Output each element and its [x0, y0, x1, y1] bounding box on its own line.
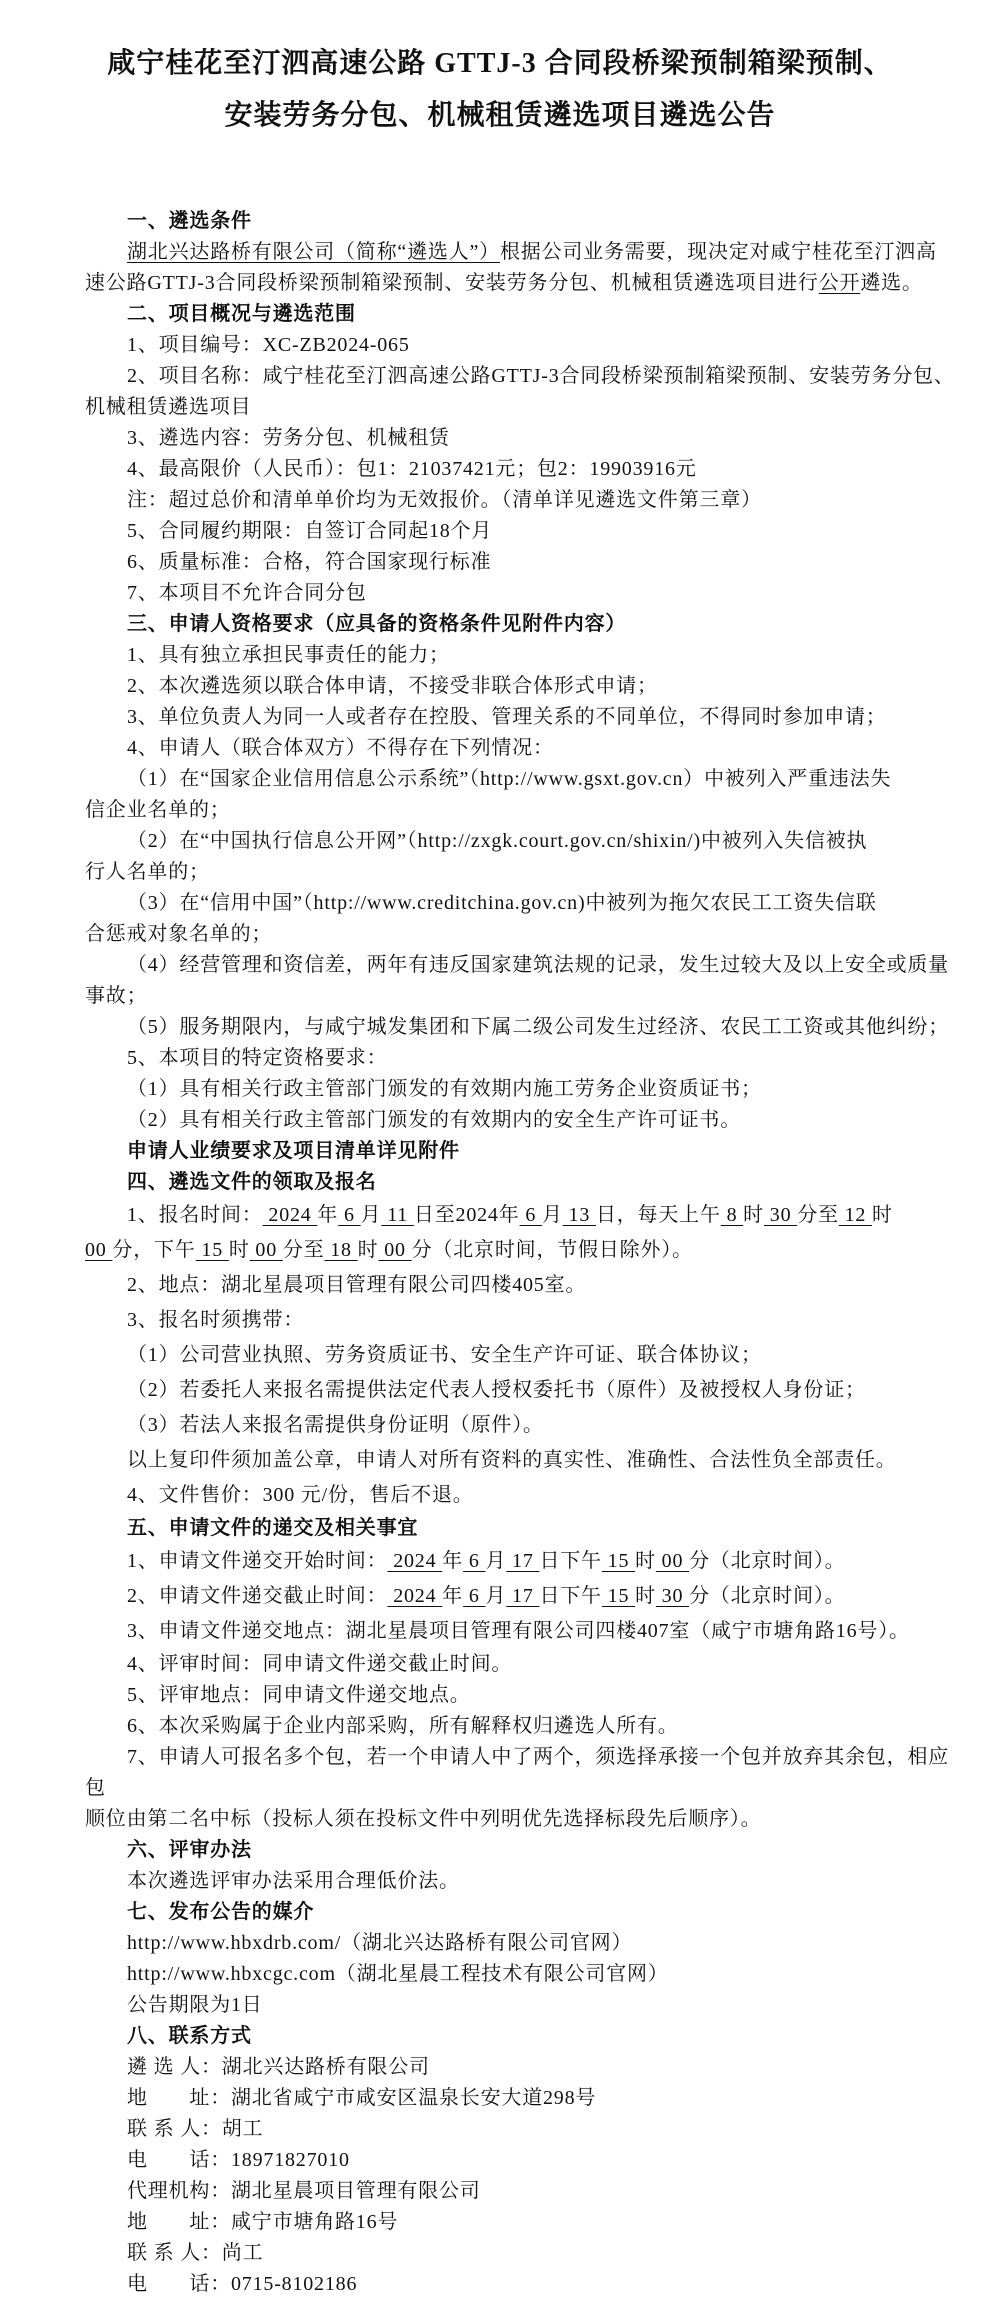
- doc-line: [85, 237, 965, 268]
- underlined-text: 00: [655, 1550, 690, 1572]
- text-run: （2）在“中国执行信息公开网”（http://zxgk.court.gov.cn/shixin/)中被列入失信被执: [127, 830, 868, 852]
- text-run: 4、最高限价（人民币）：包1：21037421元；包2：19903916元: [127, 458, 697, 480]
- doc-line: [85, 1012, 965, 1043]
- doc-line: [85, 1233, 965, 1268]
- text-run: 月: [541, 1204, 563, 1226]
- text-run: 5、本项目的特定资格要求：: [127, 1047, 388, 1069]
- doc-line: [85, 392, 965, 423]
- doc-line: [85, 2269, 965, 2300]
- text-run: 顺位由第二名中标（投标人须在投标文件中列明优先选择标段先后顺序）。: [85, 1808, 762, 1830]
- doc-line: [85, 919, 965, 950]
- text-run: 八、联系方式: [127, 2025, 252, 2047]
- text-run: 日，每天上午: [595, 1204, 721, 1226]
- underlined-text: 17: [506, 1550, 540, 1572]
- underlined-text: 2024: [262, 1204, 318, 1226]
- text-run: 三、申请人资格要求（应具备的资格条件见附件内容）: [127, 613, 627, 635]
- section-heading: [85, 1897, 965, 1928]
- text-run: （2）若委托人来报名需提供法定代表人授权委托书（原件）及被授权人身份证；: [127, 1379, 866, 1401]
- doc-line: [85, 671, 965, 702]
- text-run: 时: [228, 1239, 250, 1261]
- doc-line: [85, 1866, 965, 1897]
- text-run: 5、合同履约期限：自签订合同起18个月: [127, 520, 493, 542]
- doc-line: [85, 826, 965, 857]
- text-run: 地 址：咸宁市塘角路16号: [127, 2211, 399, 2233]
- text-run: 时: [635, 1585, 656, 1607]
- text-run: 七、发布公告的媒介: [127, 1901, 315, 1923]
- doc-line: [85, 485, 965, 516]
- document-body: [85, 206, 965, 2300]
- text-run: 日下午: [539, 1550, 602, 1572]
- text-run: 5、评审地点：同申请文件递交地点。: [127, 1684, 471, 1706]
- underlined-text: 00: [249, 1239, 283, 1261]
- text-run: 日下午: [539, 1585, 602, 1607]
- text-run: 以上复印件须加盖公章，申请人对所有资料的真实性、准确性、合法性负全部责任。: [127, 1449, 897, 1471]
- doc-line: [85, 640, 965, 671]
- text-run: 月: [360, 1204, 382, 1226]
- section-heading: [85, 1513, 965, 1544]
- underlined-text: 11: [381, 1204, 414, 1226]
- doc-line: [85, 1408, 965, 1443]
- text-run: （1）公司营业执照、劳务资质证书、安全生产许可证、联合体协议；: [127, 1344, 762, 1366]
- document-title-line-1: 咸宁桂花至汀泗高速公路 GTTJ-3 合同段桥梁预制箱梁预制、: [107, 48, 893, 79]
- text-run: 地 址：湖北省咸宁市咸安区温泉长安大道298号: [127, 2087, 597, 2109]
- underlined-text: 00: [378, 1239, 412, 1261]
- text-run: （1）具有相关行政主管部门颁发的有效期内施工劳务企业资质证书；: [127, 1078, 762, 1100]
- text-run: 本次遴选评审办法采用合理低价法。: [127, 1870, 460, 1892]
- text-run: 年: [317, 1204, 339, 1226]
- doc-line: [85, 1928, 965, 1959]
- doc-line: [85, 1043, 965, 1074]
- text-run: （3）若法人来报名需提供身份证明（原件）。: [127, 1414, 544, 1436]
- text-run: 代理机构：湖北星晨项目管理有限公司: [127, 2180, 481, 2202]
- doc-line: [85, 1478, 965, 1513]
- doc-line: [85, 361, 965, 392]
- text-run: 速公路GTTJ-3合同段桥梁预制箱梁预制、安装劳务分包、机械租赁遴选项目进行: [85, 272, 819, 294]
- underlined-text: 15: [195, 1239, 229, 1261]
- underlined-text: 15: [601, 1550, 636, 1572]
- underlined-text: 17: [506, 1585, 540, 1607]
- doc-line: [85, 981, 965, 1012]
- doc-line: [85, 1303, 965, 1338]
- doc-line: [85, 1959, 965, 1990]
- doc-line: [85, 1105, 965, 1136]
- text-run: 遴选。: [860, 272, 923, 294]
- underlined-text: 18: [324, 1239, 358, 1261]
- underlined-text: 6: [519, 1204, 542, 1226]
- text-run: 1、申请文件递交开始时间：: [127, 1550, 388, 1572]
- underlined-text: 15: [601, 1585, 636, 1607]
- text-run: 2、申请文件递交截止时间：: [127, 1585, 388, 1607]
- section-heading: [85, 206, 965, 237]
- section-heading: [85, 609, 965, 640]
- doc-line: [85, 702, 965, 733]
- doc-line: [85, 1443, 965, 1478]
- text-run: （1）在“国家企业信用信息公示系统”（http://www.gsxt.gov.cn）中被列入严重违法失: [127, 768, 892, 790]
- doc-line: [85, 1198, 965, 1233]
- doc-line: [85, 1338, 965, 1373]
- text-run: 3、遴选内容：劳务分包、机械租赁: [127, 427, 450, 449]
- text-run: 分（北京时间）。: [689, 1550, 846, 1572]
- underlined-text: 00: [85, 1239, 113, 1261]
- text-run: 分至: [797, 1204, 839, 1226]
- text-run: 2、项目名称：咸宁桂花至汀泗高速公路GTTJ-3合同段桥梁预制箱梁预制、安装劳务分包、: [127, 365, 955, 387]
- section-heading: [85, 299, 965, 330]
- text-run: 公告期限为1日: [127, 1994, 263, 2016]
- document-title: [55, 0, 945, 142]
- underlined-text: 公开: [818, 272, 861, 294]
- text-run: 时: [743, 1204, 764, 1226]
- text-run: 1、具有独立承担民事责任的能力；: [127, 644, 450, 666]
- text-run: 3、单位负责人为同一人或者存在控股、管理关系的不同单位，不得同时参加申请；: [127, 706, 887, 728]
- doc-line: [85, 1373, 965, 1408]
- underlined-text: 6: [463, 1585, 486, 1607]
- text-run: 联 系 人：胡工: [127, 2118, 264, 2140]
- text-run: 申请人业绩要求及项目清单详见附件: [127, 1140, 460, 1162]
- text-run: 6、质量标准：合格，符合国家现行标准: [127, 551, 492, 573]
- text-run: 月: [485, 1550, 507, 1572]
- underlined-text: 湖北兴达路桥有限公司（简称“遴选人”）: [127, 241, 500, 263]
- doc-line: [85, 2176, 965, 2207]
- text-run: 时: [635, 1550, 656, 1572]
- bold-note: [85, 1136, 965, 1167]
- doc-line: [85, 516, 965, 547]
- doc-line: [85, 330, 965, 361]
- doc-line: [85, 1711, 965, 1742]
- text-run: （5）服务期限内，与咸宁城发集团和下属二级公司发生过经济、农民工工资或其他纠纷；: [127, 1016, 949, 1038]
- text-run: 根据公司业务需要，现决定对咸宁桂花至汀泗高: [499, 241, 937, 263]
- doc-line: [85, 888, 965, 919]
- text-run: 电 话：0715-8102186: [127, 2273, 358, 2295]
- text-run: 二、项目概况与遴选范围: [127, 303, 356, 325]
- text-run: 2、地点：湖北星晨项目管理有限公司四楼405室。: [127, 1274, 587, 1296]
- text-run: 1、项目编号：XC-ZB2024-065: [127, 334, 410, 356]
- text-run: 行人名单的；: [85, 861, 210, 883]
- text-run: 3、报名时须携带：: [127, 1309, 305, 1331]
- doc-line: [85, 2052, 965, 2083]
- text-run: 2、本次遴选须以联合体申请，不接受非联合体形式申请；: [127, 675, 658, 697]
- text-run: 事故；: [85, 985, 148, 1007]
- text-run: 分（北京时间，节假日除外）。: [411, 1239, 693, 1261]
- text-run: 4、申请人（联合体双方）不得存在下列情况：: [127, 737, 554, 759]
- text-run: 六、评审办法: [127, 1839, 252, 1861]
- underlined-text: 30: [763, 1204, 798, 1226]
- doc-line: [85, 1804, 965, 1835]
- text-run: 1、报名时间：: [127, 1204, 263, 1226]
- text-run: 五、申请文件的递交及相关事宜: [127, 1517, 419, 1539]
- text-run: （2）具有相关行政主管部门颁发的有效期内的安全生产许可证书。: [127, 1109, 741, 1131]
- text-run: 年: [442, 1550, 464, 1572]
- doc-line: [85, 2238, 965, 2269]
- text-run: 时: [872, 1204, 893, 1226]
- text-run: 电 话：18971827010: [127, 2149, 350, 2171]
- doc-line: [85, 578, 965, 609]
- text-run: 四、遴选文件的领取及报名: [127, 1171, 377, 1193]
- text-run: http://www.hbxcgc.com（湖北星晨工程技术有限公司官网）: [127, 1963, 669, 1985]
- doc-line: [85, 1268, 965, 1303]
- doc-line: [85, 1990, 965, 2021]
- doc-line: [85, 1544, 965, 1579]
- doc-line: [85, 268, 965, 299]
- underlined-text: 6: [463, 1550, 486, 1572]
- doc-line: [85, 950, 965, 981]
- document-title-line-2: 安装劳务分包、机械租赁遴选项目遴选公告: [224, 100, 776, 131]
- text-run: 分，下午: [112, 1239, 196, 1261]
- doc-line: [85, 454, 965, 485]
- text-run: 信企业名单的；: [85, 799, 231, 821]
- underlined-text: 8: [720, 1204, 744, 1226]
- doc-line: [85, 2114, 965, 2145]
- text-run: 年: [442, 1585, 464, 1607]
- underlined-text: 6: [338, 1204, 361, 1226]
- doc-line: [85, 1680, 965, 1711]
- text-run: 遴 选 人：湖北兴达路桥有限公司: [127, 2056, 430, 2078]
- text-run: 4、评审时间：同申请文件递交截止时间。: [127, 1653, 513, 1675]
- text-run: 合惩戒对象名单的；: [85, 923, 273, 945]
- text-run: 时: [357, 1239, 379, 1261]
- text-run: 机械租赁遴选项目: [85, 396, 252, 418]
- doc-line: [85, 1074, 965, 1105]
- text-run: 日至2024年: [413, 1204, 520, 1226]
- doc-line: [85, 795, 965, 826]
- text-run: （4）经营管理和资信差，两年有违反国家建筑法规的记录，发生过较大及以上安全或质量: [127, 954, 949, 976]
- doc-line: [85, 2083, 965, 2114]
- text-run: 4、文件售价：300 元/份，售后不退。: [127, 1484, 474, 1506]
- doc-line: [85, 764, 965, 795]
- doc-line: [85, 1649, 965, 1680]
- text-run: 一、遴选条件: [127, 210, 252, 232]
- text-run: 分至: [282, 1239, 325, 1261]
- section-heading: [85, 1167, 965, 1198]
- doc-line: [85, 2145, 965, 2176]
- section-heading: [85, 1835, 965, 1866]
- doc-line: [85, 1742, 965, 1804]
- underlined-text: 2024: [387, 1550, 443, 1572]
- doc-line: [85, 733, 965, 764]
- text-run: 7、本项目不允许合同分包: [127, 582, 367, 604]
- text-run: 联 系 人：尚工: [127, 2242, 264, 2264]
- text-run: 7、申请人可报名多个包，若一个申请人中了两个，须选择承接一个包并放弃其余包，相应包: [85, 1746, 949, 1799]
- text-run: 注：超过总价和清单单价均为无效报价。（清单详见遴选文件第三章）: [127, 489, 762, 511]
- doc-line: [85, 2207, 965, 2238]
- text-run: 6、本次采购属于企业内部采购，所有解释权归遴选人所有。: [127, 1715, 679, 1737]
- doc-line: [85, 423, 965, 454]
- underlined-text: 2024: [387, 1585, 443, 1607]
- doc-line: [85, 1614, 965, 1649]
- doc-line: [85, 1579, 965, 1614]
- underlined-text: 13: [562, 1204, 596, 1226]
- doc-line: [85, 857, 965, 888]
- underlined-text: 12: [838, 1204, 872, 1226]
- text-run: 月: [485, 1585, 507, 1607]
- underlined-text: 30: [655, 1585, 690, 1607]
- text-run: 3、申请文件递交地点：湖北星晨项目管理有限公司四楼407室（咸宁市塘角路16号）。: [127, 1620, 910, 1642]
- text-run: http://www.hbxdrb.com/（湖北兴达路桥有限公司官网）: [127, 1932, 633, 1954]
- text-run: 分（北京时间）。: [689, 1585, 846, 1607]
- section-heading: [85, 2021, 965, 2052]
- doc-line: [85, 547, 965, 578]
- text-run: （3）在“信用中国”（http://www.creditchina.gov.cn)中被列为拖欠农民工工资失信联: [127, 892, 877, 914]
